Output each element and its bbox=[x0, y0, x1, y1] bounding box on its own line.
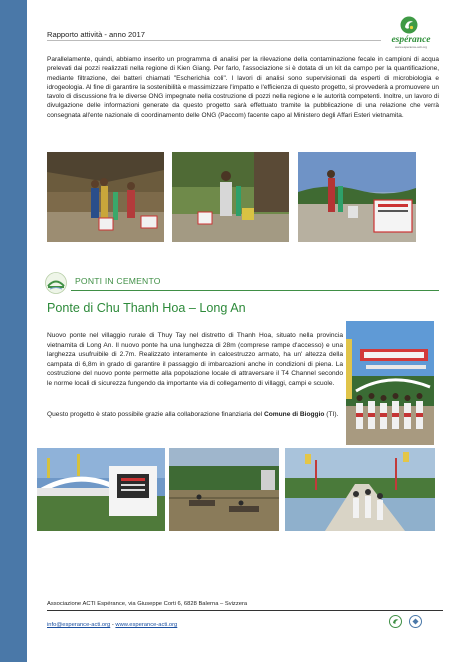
photo-inauguration-ceremony bbox=[346, 321, 434, 445]
photo-well-sign bbox=[298, 152, 416, 242]
funding-prefix: Questo progetto è stato possibile grazie alla collaborazione finanziaria del bbox=[47, 411, 264, 418]
footer-email-link[interactable]: info@esperance-acti.org bbox=[47, 622, 111, 628]
project-title: Ponte di Chu Thanh Hoa – Long An bbox=[47, 301, 246, 315]
footer-separator: - bbox=[110, 622, 116, 628]
footer-links bbox=[47, 622, 177, 628]
bridge-section-icon bbox=[45, 272, 67, 294]
photo-bridge-walkway bbox=[285, 448, 435, 531]
acti-badge-icon bbox=[409, 615, 422, 628]
footer-divider bbox=[47, 610, 443, 611]
photo-well-villagers bbox=[47, 152, 164, 242]
project-description: Nuovo ponte nel villaggio rurale di Thuy Tay nel distretto di Thanh Hoa, situato nella provincia vietnamita di Long An. Il nuovo ponte ha una lunghezza di 28m (comprese rampe d'accesso) e una larghezza usufruibile di 2.7m. Realizzato interamente in calcestruzzo armato, ha un' altezza della campata di 6,8m in grado di garantire il passaggio di imbarcazioni anche in condizioni di piena. La costruzione del nuovo ponte permette alla popolazione locale di attraversare il T4 Channel secondo le norme locali di sicurezza fungendo da importante via di collegamento di villaggi, campi e scuole. bbox=[47, 332, 343, 387]
funding-acknowledgement bbox=[47, 410, 343, 420]
intro-paragraph: Parallelamente, quindi, abbiamo inserito un programma di analisi per la rilevazione della contaminazione fecale in campioni di acqua prelevati dai pozzi realizzati nella regione di Kien Giang. Per farlo, l'associazione si è dotata di un kit da campo per la quantificazione, mediante filtrazione, dei batteri chiamati "Escherichia coli". I lavori di analisi sono supervisionati da esperti di microbiologia e idrogeologia. Al fine di garantire la sostenibilità e massimizzare l'impatto e l'efficienza di questo progetto, si provvederà a promuovere un tavolo di discussione fra le diverse ONG impegnate nella costruzione di pozzi nella regione e le autorità competenti. Inoltre, un lavoro di divulgazione delle informazioni generate da questo progetto sarà effettuato tramite la pubblicazione di una relazione che verrà consegnata all'ente nazionale di coordinamento delle ONG (Paccom) facente capo al Ministero degli Affari Esteri vietnamita. bbox=[47, 56, 439, 119]
funding-suffix: (TI). bbox=[324, 411, 339, 418]
esperance-logo bbox=[385, 16, 435, 52]
header-title: Rapporto attività - anno 2017 bbox=[47, 30, 145, 39]
section-heading: PONTI IN CEMENTO bbox=[75, 276, 161, 286]
photo-bridge-plaque bbox=[37, 448, 165, 531]
logo-emblem-icon bbox=[400, 16, 418, 34]
footer-address: Associazione ACTI Espérance, via Giuseppe Corti 6, 6828 Balerna – Svizzera bbox=[47, 601, 248, 607]
left-sidebar-band bbox=[0, 0, 27, 662]
report-page bbox=[27, 0, 472, 662]
logo-wordmark: espérance bbox=[391, 35, 431, 45]
logo-url: www.esperance-acti.org bbox=[394, 45, 427, 49]
header-divider bbox=[47, 40, 381, 41]
photo-well-pump bbox=[172, 152, 289, 242]
photo-canal-boats bbox=[169, 448, 279, 531]
funding-partner: Comune di Bioggio bbox=[264, 411, 325, 418]
section-divider bbox=[71, 290, 439, 291]
footer-website-link[interactable]: www.esperance-acti.org bbox=[115, 622, 178, 628]
esperance-badge-icon bbox=[389, 615, 402, 628]
